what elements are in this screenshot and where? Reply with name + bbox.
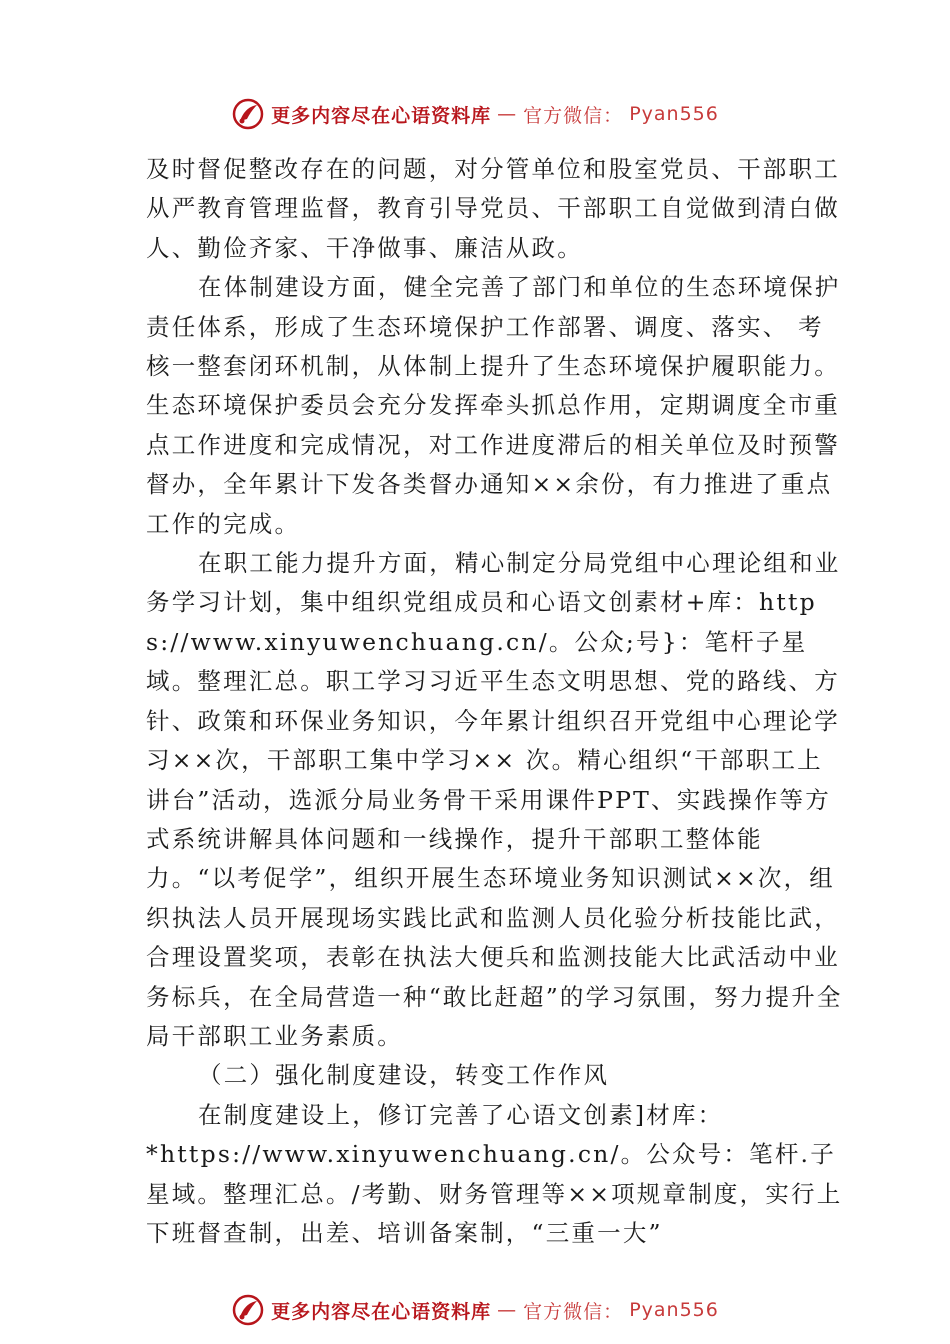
watermark-banner-top	[0, 94, 950, 134]
watermark-banner-bottom	[0, 1290, 950, 1330]
brush-logo-icon	[231, 97, 265, 131]
paragraph-3: 在职工能力提升方面，精心制定分局党组中心理论组和业务学习计划，集中组织党组成员和心语文创素材+库：https://www.xinyuwenchuang.cn/。公众;号}：笔杆子星域。整理汇总。职工学习习近平生态文明思想、党的路线、方针、政策和环保业务知识，今年累计组织召开党组中心理论学习××次，干部职工集中学习×× 次。精心组织“干部职工上讲台”活动，选派分局业务骨干采用课件PPT、实践操作等方式系统讲解具体问题和一线操作，提升干部职工整体能力。“以考促学”，组织开展生态环境业务知识测试××次，组织执法人员开展现场实践比武和监测人员化验分析技能比武，合理设置奖项，表彰在执法大便兵和监测技能大比武活动中业务标兵，在全局营造一种“敢比赶超”的学习氛围，努力提升全局干部职工业务素质。	[146, 549, 843, 1050]
watermark-wechat-id: Pyan556	[629, 103, 719, 125]
section-heading: （二）强化制度建设，转变工作作风	[198, 1061, 610, 1090]
brush-logo-icon	[231, 1293, 265, 1327]
watermark-dash: —	[497, 1299, 518, 1321]
paragraph-1: 及时督促整改存在的问题，对分管单位和股室党员、干部职工从严教育管理监督，教育引导党员、干部职工自觉做到清白做人、勤俭齐家、干净做事、廉洁从政。	[146, 155, 840, 262]
watermark-site-text: 更多内容尽在心语资料库	[271, 1300, 492, 1323]
watermark-dash: —	[497, 103, 518, 125]
watermark-site-text: 更多内容尽在心语资料库	[271, 104, 492, 127]
paragraph-2: 在体制建设方面，健全完善了部门和单位的生态环境保护责任体系，形成了生态环境保护工作部署、调度、落实、 考核一整套闭环机制，从体制上提升了生态环境保护履职能力。生态环境保护委员会充分发挥牵头抓总作用，定期调度全市重点工作进度和完成情况，对工作进度滞后的相关单位及时预警督办，全年累计下发各类督办通知××余份，有力推进了重点工作的完成。	[146, 273, 841, 538]
paragraph-5: *https://www.xinyuwenchuang.cn/。公众号：笔杆.子星域。整理汇总。/考勤、财务管理等××项规章制度，实行上下班督查制，出差、培训备案制，“三重一大”	[146, 1140, 843, 1247]
watermark-wechat-id: Pyan556	[629, 1299, 719, 1321]
document-body	[146, 150, 846, 1253]
paragraph-4: 在制度建设上，修订完善了心语文创素]材库：	[198, 1100, 724, 1129]
watermark-wechat-label: 官方微信：	[523, 1300, 624, 1323]
watermark-wechat-label: 官方微信：	[523, 104, 624, 127]
